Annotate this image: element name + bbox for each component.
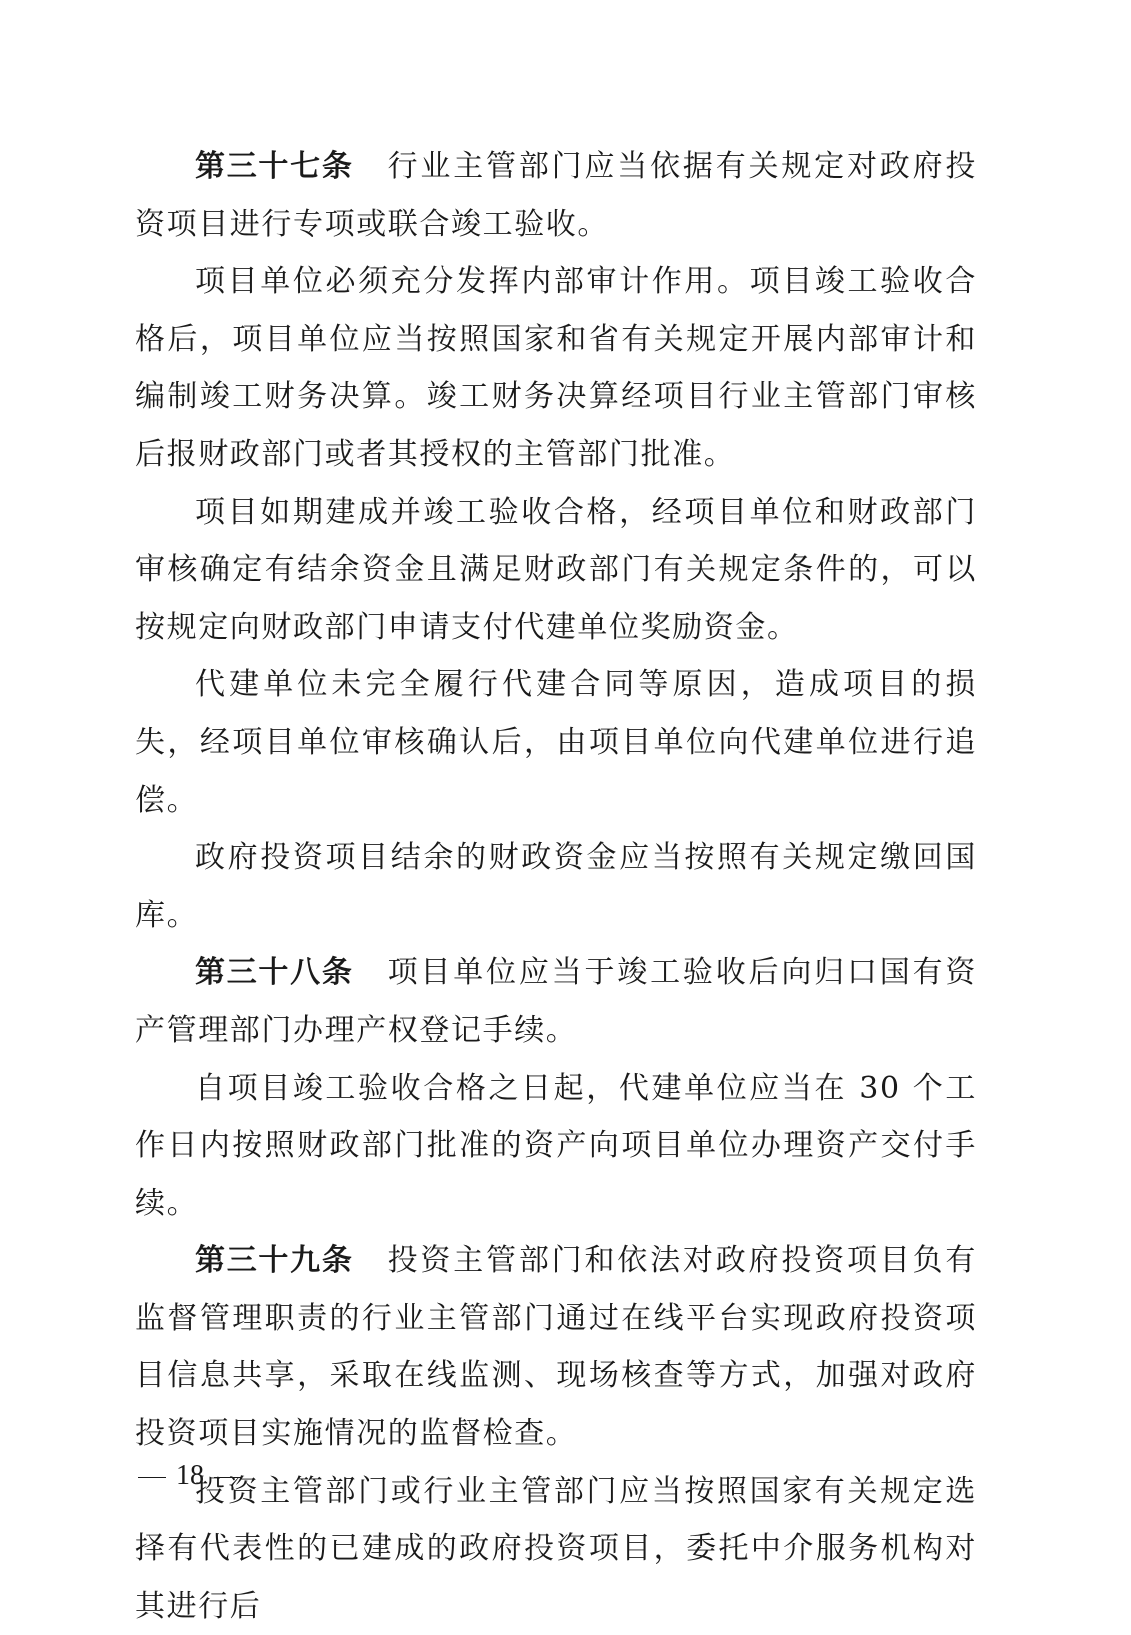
footer-dash-right [214,1477,242,1478]
paragraph-8 [135,1232,977,1462]
paragraph-1 [135,138,977,253]
article-37-title: 第三十七条 [195,149,354,184]
paragraph-3 [135,484,977,657]
paragraph-text: 项目单位必须充分发挥内部审计作用。项目竣工验收合格后，项目单位应当按照国家和省有关规定开展内部审计和编制竣工财务决算。竣工财务决算经项目行业主管部门审核后报财政部门或者其授权的主管部门批准。 [135,264,977,472]
paragraph-7 [135,1060,977,1233]
paragraph-5 [135,829,977,944]
paragraph-text: 政府投资项目结余的财政资金应当按照有关规定缴回国库。 [135,840,977,933]
paragraph-text: 项目单位应当于竣工验收后向归口国有资产管理部门办理产权登记手续。 [135,955,977,1048]
paragraph-text: 投资主管部门或行业主管部门应当按照国家有关规定选择有代表性的已建成的政府投资项目，委托中介服务机构对其进行后 [135,1473,977,1624]
article-38-title: 第三十八条 [195,955,354,991]
page-footer [138,1456,242,1496]
article-39-title: 第三十九条 [195,1243,354,1279]
paragraph-text: 项目如期建成并竣工验收合格，经项目单位和财政部门审核确定有结余资金且满足财政部门有关规定条件的，可以按规定向财政部门申请支付代建单位奖励资金。 [135,494,977,645]
paragraph-9 [135,1463,977,1635]
paragraph-text: 代建单位未完全履行代建合同等原因，造成项目的损失，经项目单位审核确认后，由项目单位向代建单位进行追偿。 [135,667,977,818]
footer-dash-left [138,1477,166,1478]
paragraph-text: 自项目竣工验收合格之日起，代建单位应当在 30 个工作日内按照财政部门批准的资产向项目单位办理资产交付手续。 [135,1070,977,1221]
page-number: 18 [176,1460,204,1491]
document-body [135,138,977,1635]
paragraph-4 [135,656,977,829]
paragraph-2 [135,253,977,483]
paragraph-text: 投资主管部门和依法对政府投资项目负有监督管理职责的行业主管部门通过在线平台实现政府投资项目信息共享，采取在线监测、现场核查等方式，加强对政府投资项目实施情况的监督检查。 [135,1243,977,1452]
paragraph-6 [135,944,977,1059]
paragraph-text: 行业主管部门应当依据有关规定对政府投资项目进行专项或联合竣工验收。 [135,149,977,242]
